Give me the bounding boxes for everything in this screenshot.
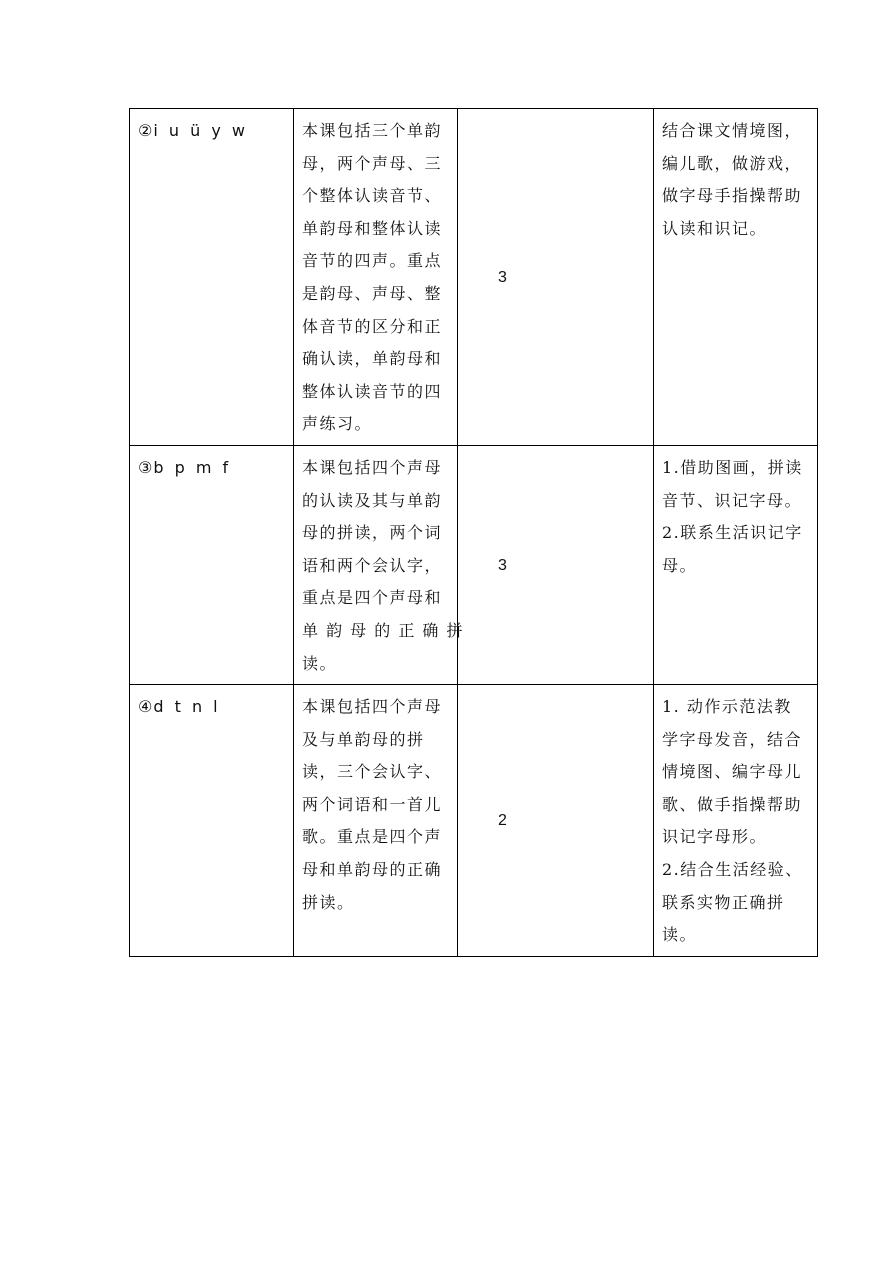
description-line: 读，三个会认字、 — [302, 762, 443, 782]
method-line: 结合课文情境图， — [662, 121, 803, 140]
hours-value: 3 — [498, 268, 507, 286]
method-line: 1. 动作示范法教 — [662, 697, 792, 717]
description-line: 母的拼读，两个词 — [302, 523, 443, 543]
method-line: 学字母发音，结合 — [662, 729, 803, 749]
description-line: 个整体认读音节、 — [302, 186, 443, 206]
method-line: 编儿歌，做游戏， — [662, 153, 803, 173]
lesson-name: ②i u ü y w — [138, 121, 246, 140]
description-line: 歌。重点是四个声 — [302, 827, 443, 847]
description-cell — [294, 685, 458, 957]
lesson-table — [129, 108, 818, 957]
description-line: 确认读，单韵母和 — [302, 349, 443, 369]
method-line: 联系实物正确拼 — [662, 892, 785, 912]
table-row — [130, 445, 818, 684]
description-line: 整体认读音节的四 — [302, 381, 443, 401]
method-cell — [654, 685, 818, 957]
description-line: 本课包括四个声母 — [302, 697, 443, 717]
table-row — [130, 685, 818, 957]
description-line: 的认读及其与单韵 — [302, 490, 443, 510]
method-line: 认读和识记。 — [662, 218, 768, 238]
lesson-name: ④d t n l — [138, 697, 219, 717]
hours-value: 3 — [498, 556, 507, 574]
description-line: 及与单韵母的拼 — [302, 729, 425, 749]
description-cell — [294, 445, 465, 684]
description-cell — [294, 109, 458, 446]
description-line: 本课包括三个单韵 — [302, 121, 443, 140]
description-line: 母和单韵母的正确 — [302, 860, 443, 880]
description-line: 拼读。 — [302, 892, 355, 912]
method-line: 2.结合生活经验、 — [662, 860, 803, 880]
description-line: 本课包括四个声母 — [302, 457, 443, 477]
description-line: 单韵母和整体认读 — [302, 218, 443, 238]
method-line: 音节、识记字母。 — [662, 490, 803, 510]
description-line: 语和两个会认字， — [302, 555, 443, 575]
method-line: 母。 — [662, 555, 698, 575]
hours-cell — [458, 685, 654, 957]
description-line: 两个词语和一首儿 — [302, 794, 443, 814]
method-cell — [654, 109, 818, 446]
method-line: 识记字母形。 — [662, 827, 768, 847]
method-line: 读。 — [662, 925, 698, 945]
lesson-cell — [130, 445, 294, 684]
lesson-cell — [130, 685, 294, 957]
method-line: 歌、做手指操帮助 — [662, 794, 803, 814]
method-cell — [654, 445, 818, 684]
description-line: 声练习。 — [302, 414, 373, 434]
hours-value: 2 — [498, 812, 507, 830]
method-line: 做字母手指操帮助 — [662, 186, 803, 206]
lesson-cell — [130, 109, 294, 446]
hours-cell — [458, 445, 654, 684]
description-line: 单 韵 母 的 正 确 拼 — [302, 620, 465, 640]
method-line: 1.借助图画，拼读 — [662, 457, 803, 477]
description-line: 母，两个声母、三 — [302, 153, 443, 173]
hours-cell — [458, 109, 654, 446]
method-line: 2.联系生活识记字 — [662, 523, 803, 543]
description-line: 读。 — [302, 653, 338, 673]
table-row — [130, 109, 818, 446]
description-line: 是韵母、声母、整 — [302, 283, 443, 303]
description-line: 体音节的区分和正 — [302, 316, 443, 336]
method-line: 情境图、编字母儿 — [662, 762, 803, 782]
description-line: 重点是四个声母和 — [302, 588, 443, 608]
description-line: 音节的四声。重点 — [302, 251, 443, 271]
lesson-name: ③b p m f — [138, 457, 230, 477]
